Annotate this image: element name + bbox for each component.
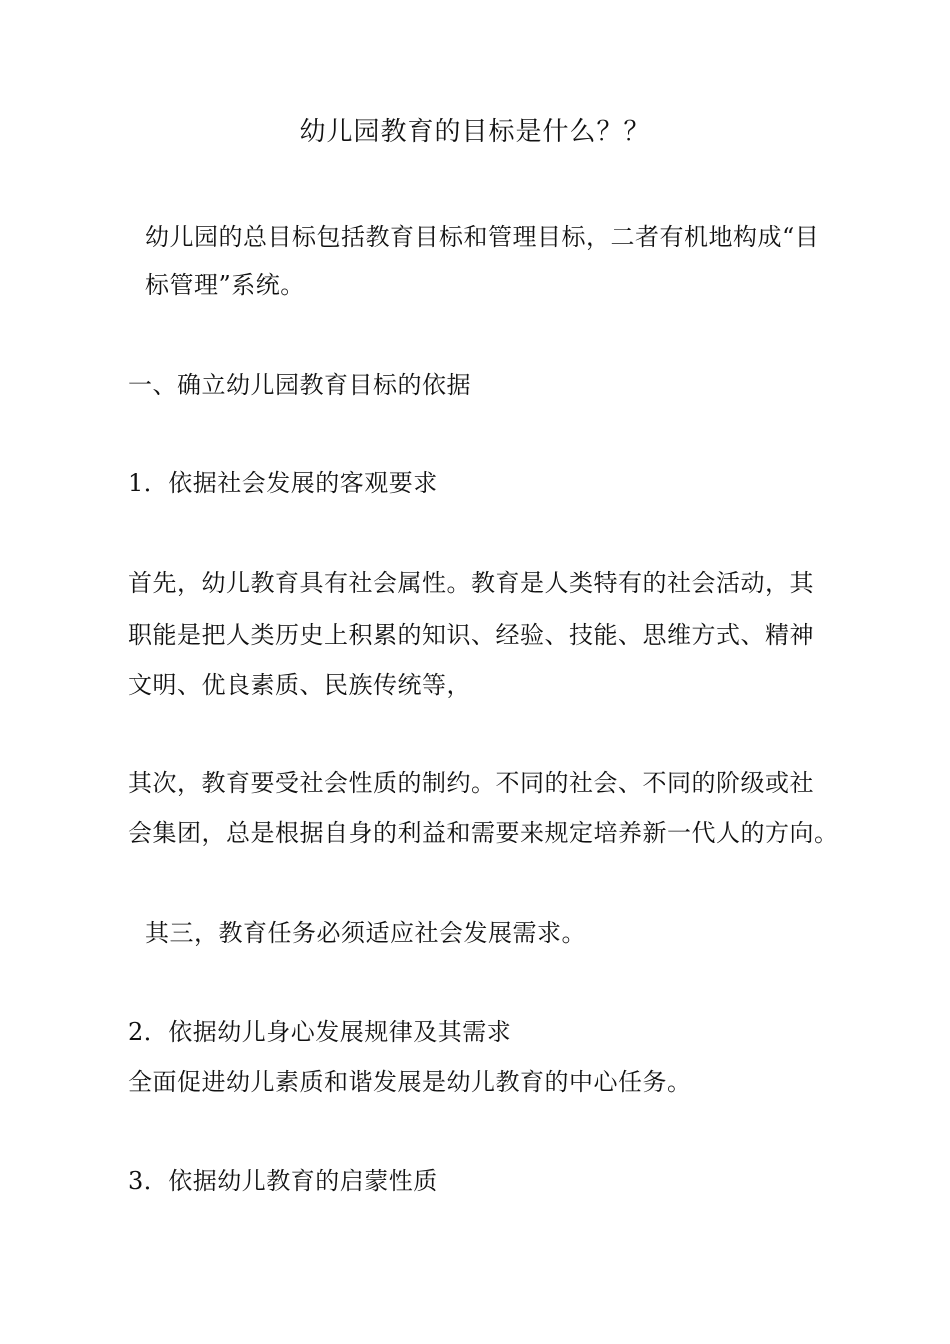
paragraph-first-line-2: 职能是把人类历史上积累的知识、经验、技能、思维方式、精神 (128, 621, 814, 649)
intro-line-1: 幼儿园的总目标包括教育目标和管理目标，二者有机地构成“目 (145, 223, 820, 251)
item-2-heading: 2．依据幼儿身心发展规律及其需求 (128, 1018, 512, 1046)
item-3-heading: 3．依据幼儿教育的启蒙性质 (128, 1167, 438, 1195)
item-1-heading: 1．依据社会发展的客观要求 (128, 469, 438, 497)
section-heading: 一、确立幼儿园教育目标的依据 (128, 371, 471, 399)
document-title: 幼儿园教育的目标是什么？？ (299, 117, 651, 147)
paragraph-second-line-1: 其次，教育要受社会性质的制约。不同的社会、不同的阶级或社 (128, 769, 814, 797)
paragraph-third: 其三，教育任务必须适应社会发展需求。 (145, 919, 586, 947)
paragraph-first-line-3: 文明、优良素质、民族传统等， (128, 671, 471, 699)
paragraph-second-line-2: 会集团，总是根据自身的利益和需要来规定培养新一代人的方向。 (128, 819, 839, 847)
intro-line-2: 标管理”系统。 (145, 271, 305, 299)
item-2-text: 全面促进幼儿素质和谐发展是幼儿教育的中心任务。 (128, 1068, 692, 1096)
paragraph-first-line-1: 首先，幼儿教育具有社会属性。教育是人类特有的社会活动，其 (128, 569, 814, 597)
